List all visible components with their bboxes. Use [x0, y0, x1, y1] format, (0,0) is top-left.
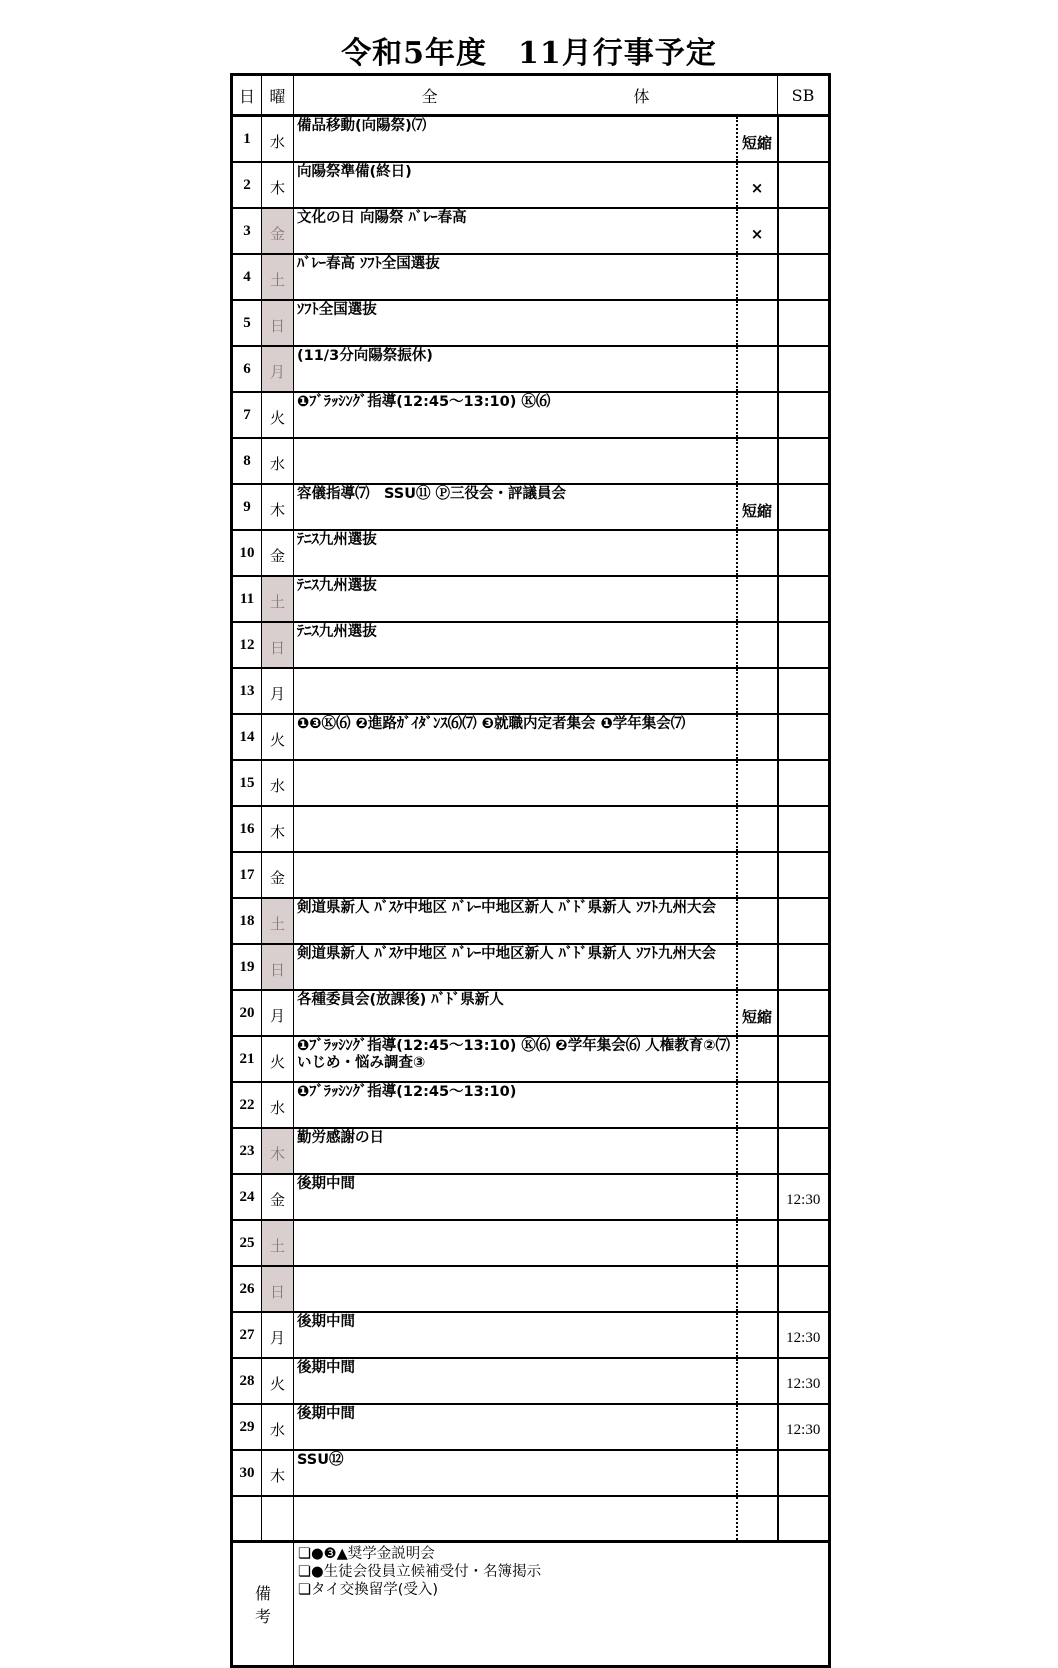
weekday: 日 [262, 1266, 294, 1312]
weekday: 火 [262, 714, 294, 760]
day-events: 後期中間 [294, 1404, 737, 1450]
weekday: 木 [262, 484, 294, 530]
weekday: 水 [262, 760, 294, 806]
blank-cell [737, 1496, 778, 1542]
day-mark [737, 852, 778, 898]
day-number: 29 [232, 1404, 262, 1450]
header-day: 日 [232, 75, 262, 116]
day-mark [737, 944, 778, 990]
day-events: ﾊﾞﾚｰ春高 ｿﾌﾄ全国選抜 [294, 254, 737, 300]
day-row [232, 1128, 830, 1174]
weekday: 木 [262, 162, 294, 208]
day-row [232, 1082, 830, 1128]
day-events: 剣道県新人 ﾊﾞｽｹ中地区 ﾊﾞﾚｰ中地区新人 ﾊﾞﾄﾞ県新人 ｿﾌﾄ九州大会 [294, 898, 737, 944]
day-sb-time [778, 300, 830, 346]
weekday: 金 [262, 208, 294, 254]
day-number: 9 [232, 484, 262, 530]
day-sb-time [778, 1036, 830, 1082]
weekday: 日 [262, 622, 294, 668]
day-row [232, 760, 830, 806]
day-events [294, 668, 737, 714]
header-all: 全 体 [294, 75, 778, 116]
day-sb-time [778, 1450, 830, 1496]
day-sb-time: 12:30 [778, 1404, 830, 1450]
day-row [232, 162, 830, 208]
day-events: ﾃﾆｽ九州選抜 [294, 576, 737, 622]
note-item: ❏●❸▲奨学金説明会 [298, 1546, 435, 1562]
day-row [232, 530, 830, 576]
day-row [232, 346, 830, 392]
weekday: 水 [262, 1404, 294, 1450]
day-events [294, 852, 737, 898]
day-events: 後期中間 [294, 1174, 737, 1220]
day-mark [737, 1358, 778, 1404]
weekday: 火 [262, 1358, 294, 1404]
day-events: 勤労感謝の日 [294, 1128, 737, 1174]
day-row [232, 576, 830, 622]
day-row [232, 1358, 830, 1404]
weekday: 月 [262, 990, 294, 1036]
day-events: 文化の日 向陽祭 ﾊﾞﾚｰ春高 [294, 208, 737, 254]
day-row [232, 944, 830, 990]
notes-body [294, 1542, 830, 1667]
header-weekday: 曜 [262, 75, 294, 116]
weekday: 月 [262, 346, 294, 392]
day-mark [737, 254, 778, 300]
schedule-table [230, 73, 831, 1668]
day-row [232, 1404, 830, 1450]
day-sb-time [778, 208, 830, 254]
day-events: ❶❸Ⓚ⑹ ❷進路ｶﾞｲﾀﾞﾝｽ⑹⑺ ❸就職内定者集会 ❶学年集会⑺ [294, 714, 737, 760]
weekday: 土 [262, 1220, 294, 1266]
day-sb-time [778, 254, 830, 300]
weekday: 木 [262, 1450, 294, 1496]
day-row [232, 1220, 830, 1266]
day-sb-time [778, 162, 830, 208]
day-mark [737, 1082, 778, 1128]
day-events: ｿﾌﾄ全国選抜 [294, 300, 737, 346]
day-number: 22 [232, 1082, 262, 1128]
day-sb-time [778, 346, 830, 392]
day-row [232, 1174, 830, 1220]
day-row [232, 714, 830, 760]
day-number: 4 [232, 254, 262, 300]
day-sb-time [778, 806, 830, 852]
day-number: 5 [232, 300, 262, 346]
day-events: ❶ﾌﾞﾗｯｼﾝｸﾞ指導(12:45～13:10) Ⓚ⑹ [294, 392, 737, 438]
day-mark: × [737, 208, 778, 254]
day-events: ﾃﾆｽ九州選抜 [294, 622, 737, 668]
day-sb-time [778, 1082, 830, 1128]
day-events: ❶ﾌﾞﾗｯｼﾝｸﾞ指導(12:45～13:10) Ⓚ⑹ ❷学年集会⑹ 人権教育②⑺ いじめ・悩み調査③ [294, 1036, 737, 1082]
day-events: 後期中間 [294, 1312, 737, 1358]
weekday: 土 [262, 254, 294, 300]
day-row [232, 668, 830, 714]
day-mark [737, 1220, 778, 1266]
day-mark [737, 1128, 778, 1174]
day-row [232, 622, 830, 668]
day-sb-time [778, 990, 830, 1036]
blank-row [232, 1496, 830, 1542]
day-mark [737, 300, 778, 346]
day-events: (11/3分向陽祭振休) [294, 346, 737, 392]
day-mark [737, 1312, 778, 1358]
day-mark [737, 1404, 778, 1450]
day-sb-time [778, 438, 830, 484]
day-events [294, 1266, 737, 1312]
day-row [232, 898, 830, 944]
header-sb: SB [778, 75, 830, 116]
day-number: 25 [232, 1220, 262, 1266]
day-mark [737, 576, 778, 622]
day-events: 備品移動(向陽祭)⑺ [294, 116, 737, 163]
day-mark [737, 898, 778, 944]
weekday: 火 [262, 392, 294, 438]
day-number: 16 [232, 806, 262, 852]
day-row [232, 254, 830, 300]
day-sb-time [778, 1128, 830, 1174]
day-number: 19 [232, 944, 262, 990]
day-row [232, 990, 830, 1036]
day-number: 24 [232, 1174, 262, 1220]
weekday: 月 [262, 1312, 294, 1358]
day-events: 後期中間 [294, 1358, 737, 1404]
day-number: 21 [232, 1036, 262, 1082]
day-number: 7 [232, 392, 262, 438]
day-sb-time: 12:30 [778, 1358, 830, 1404]
day-number: 14 [232, 714, 262, 760]
day-mark [737, 392, 778, 438]
day-mark [737, 530, 778, 576]
day-number: 27 [232, 1312, 262, 1358]
day-row [232, 116, 830, 163]
day-row [232, 1450, 830, 1496]
day-sb-time [778, 760, 830, 806]
blank-cell [262, 1496, 294, 1542]
weekday: 金 [262, 852, 294, 898]
day-number: 15 [232, 760, 262, 806]
day-number: 18 [232, 898, 262, 944]
day-events [294, 1220, 737, 1266]
day-mark [737, 1266, 778, 1312]
day-row [232, 438, 830, 484]
day-sb-time [778, 944, 830, 990]
page-title: 令和5年度 11月行事予定 [341, 36, 717, 71]
day-sb-time [778, 116, 830, 163]
day-number: 1 [232, 116, 262, 163]
note-item: ❏タイ交換留学(受入) [298, 1582, 439, 1598]
day-events: 向陽祭準備(終日) [294, 162, 737, 208]
blank-cell [232, 1496, 262, 1542]
day-sb-time [778, 484, 830, 530]
day-mark [737, 1174, 778, 1220]
day-number: 28 [232, 1358, 262, 1404]
day-events [294, 760, 737, 806]
day-events [294, 806, 737, 852]
day-events: 各種委員会(放課後) ﾊﾞﾄﾞ県新人 [294, 990, 737, 1036]
day-sb-time [778, 1266, 830, 1312]
day-row [232, 852, 830, 898]
day-number: 20 [232, 990, 262, 1036]
weekday: 金 [262, 530, 294, 576]
blank-cell [778, 1496, 830, 1542]
weekday: 水 [262, 116, 294, 163]
day-row [232, 1312, 830, 1358]
day-number: 17 [232, 852, 262, 898]
day-sb-time [778, 392, 830, 438]
day-mark: × [737, 162, 778, 208]
weekday: 水 [262, 1082, 294, 1128]
day-row [232, 1036, 830, 1082]
day-mark [737, 760, 778, 806]
day-number: 2 [232, 162, 262, 208]
weekday: 火 [262, 1036, 294, 1082]
day-sb-time [778, 1220, 830, 1266]
day-number: 30 [232, 1450, 262, 1496]
day-number: 8 [232, 438, 262, 484]
notes-label: 備考 [232, 1542, 294, 1667]
day-row [232, 1266, 830, 1312]
day-mark [737, 1450, 778, 1496]
header-row [232, 75, 830, 116]
day-mark [737, 438, 778, 484]
weekday: 土 [262, 898, 294, 944]
day-number: 11 [232, 576, 262, 622]
day-sb-time [778, 668, 830, 714]
weekday: 月 [262, 668, 294, 714]
weekday: 木 [262, 806, 294, 852]
day-sb-time [778, 576, 830, 622]
day-sb-time: 12:30 [778, 1312, 830, 1358]
day-mark [737, 346, 778, 392]
day-number: 6 [232, 346, 262, 392]
day-row [232, 300, 830, 346]
day-mark [737, 668, 778, 714]
day-events: ❶ﾌﾞﾗｯｼﾝｸﾞ指導(12:45～13:10) [294, 1082, 737, 1128]
weekday: 日 [262, 944, 294, 990]
day-sb-time [778, 622, 830, 668]
weekday: 金 [262, 1174, 294, 1220]
weekday: 水 [262, 438, 294, 484]
weekday: 土 [262, 576, 294, 622]
day-mark: 短縮 [737, 990, 778, 1036]
day-events: SSU⑫ [294, 1450, 737, 1496]
day-number: 13 [232, 668, 262, 714]
weekday: 木 [262, 1128, 294, 1174]
day-number: 23 [232, 1128, 262, 1174]
day-number: 12 [232, 622, 262, 668]
day-sb-time: 12:30 [778, 1174, 830, 1220]
day-row [232, 208, 830, 254]
day-sb-time [778, 898, 830, 944]
day-mark: 短縮 [737, 484, 778, 530]
blank-cell [294, 1496, 737, 1542]
day-events: 剣道県新人 ﾊﾞｽｹ中地区 ﾊﾞﾚｰ中地区新人 ﾊﾞﾄﾞ県新人 ｿﾌﾄ九州大会 [294, 944, 737, 990]
day-number: 3 [232, 208, 262, 254]
day-number: 10 [232, 530, 262, 576]
day-row [232, 806, 830, 852]
note-item: ❏●生徒会役員立候補受付・名簿掲示 [298, 1564, 542, 1580]
day-events [294, 438, 737, 484]
notes-row [232, 1542, 830, 1667]
day-events: ﾃﾆｽ九州選抜 [294, 530, 737, 576]
day-row [232, 392, 830, 438]
weekday: 日 [262, 300, 294, 346]
day-row [232, 484, 830, 530]
day-mark [737, 714, 778, 760]
day-mark [737, 806, 778, 852]
day-events: 容儀指導⑺ SSU⑪ Ⓟ三役会・評議員会 [294, 484, 737, 530]
day-mark: 短縮 [737, 116, 778, 163]
day-number: 26 [232, 1266, 262, 1312]
day-mark [737, 1036, 778, 1082]
day-sb-time [778, 530, 830, 576]
day-mark [737, 622, 778, 668]
day-sb-time [778, 714, 830, 760]
day-sb-time [778, 852, 830, 898]
